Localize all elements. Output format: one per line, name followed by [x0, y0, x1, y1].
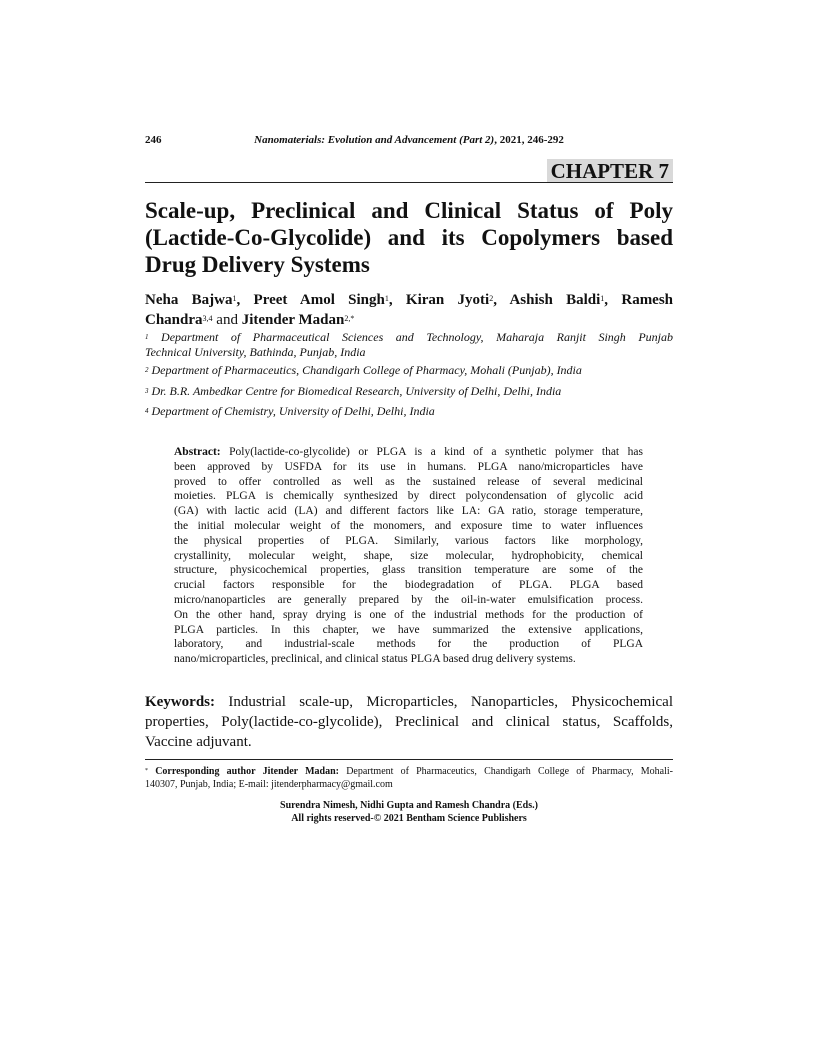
abstract-line: PLGA particles. In this chapter, we have summarized the extensive applications,: [174, 623, 643, 636]
author-name: Neha Bajwa: [145, 292, 233, 308]
affiliation-number: 1: [145, 333, 149, 341]
affiliation-text: Dr. B.R. Ambedkar Centre for Biomedical Research, University of Delhi, Delhi, India: [151, 384, 562, 398]
author-name: Chandra: [145, 312, 203, 328]
abstract-line: structure, physicochemical properties, glass transition temperature are some of the: [174, 564, 643, 577]
abstract-line: proved to offer controlled as well as the sustained release of several medicinal: [174, 475, 643, 488]
author-line: [145, 310, 673, 330]
journal-citation: [145, 134, 673, 146]
affiliation-text: Technical University, Bathinda, Punjab, India: [145, 345, 366, 359]
keywords-line: Vaccine adjuvant.: [145, 734, 252, 750]
author-name: Kiran Jyoti: [405, 292, 490, 308]
chapter-divider: [145, 182, 673, 183]
abstract-line: the initial molecular weight of the monomers, and exposure time to water influences: [174, 519, 643, 532]
affiliation-item: [145, 384, 673, 399]
chapter-label: CHAPTER 7: [547, 159, 673, 183]
abstract-line: Abstract: Poly(lactide-co-glycolide) or PLGA is a kind of a synthetic polymer that has: [174, 446, 643, 458]
author-line: Neha Bajwa$^1$, Preet Amol Singh$^1$, Kiran Jyoti$^2$, Ashish Baldi$^1$, Ramesh: [145, 292, 674, 308]
abstract-line: On the other hand, spray drying is one of the industrial methods for the production of: [174, 608, 643, 621]
affiliation-text: Department of Pharmaceutical Sciences and Technology, Maharaja Ranjit Singh Punjab: [161, 330, 674, 344]
author-affil-marker: 1: [232, 294, 237, 303]
title-line: Scale-up, Preclinical and Clinical Status of Poly: [145, 198, 673, 223]
author-affil-marker: 2: [489, 294, 494, 303]
keywords-label: Keywords:: [145, 694, 215, 710]
author-name: Preet Amol Singh: [253, 292, 385, 308]
keywords: [145, 692, 673, 752]
footnote-text: Department of Pharmaceutics, Chandigarh College of Pharmacy, Mohali-: [339, 766, 674, 777]
abstract: [174, 445, 643, 667]
author-affil-marker: 1: [600, 294, 605, 303]
abstract-line: micro/nanoparticles are generally prepared by the oil-in-water emulsification process.: [174, 593, 643, 606]
abstract-line: been approved by USFDA for its use in humans. PLGA nano/microparticles have: [174, 460, 643, 473]
abstract-line: laboratory, and industrial-scale methods for the production of PLGA: [174, 638, 643, 651]
author-affil-marker: 3,4: [202, 314, 213, 323]
affiliation-text: Department of Chemistry, University of Delhi, Delhi, India: [151, 404, 435, 418]
footnote-text: 140307, Punjab, India; E-mail: jitenderpharmacy@gmail.com: [145, 779, 393, 790]
footnote-label: Corresponding author Jitender Madan:: [155, 766, 340, 777]
abstract-line: the physical properties of PLGA. Similarly, various factors like morphology,: [174, 534, 643, 547]
keywords-line: properties, Poly(lactide-co-glycolide), Preclinical and clinical status, Scaffolds,: [145, 714, 673, 730]
affiliation-item: [145, 330, 673, 360]
editors-line: Surendra Nimesh, Nidhi Gupta and Ramesh Chandra (Eds.): [280, 800, 538, 811]
abstract-line: moieties. PLGA is chemically synthesized by direct polycondensation of glycolic acid: [174, 490, 643, 503]
author-list: [145, 290, 673, 330]
abstract-line: (GA) with lactic acid (LA) and different factors like LA: GA ratio, storage temperature,: [174, 505, 643, 518]
author-name: Ramesh: [621, 292, 674, 308]
abstract-label: Abstract:: [174, 446, 221, 458]
page-number: 246: [145, 134, 162, 146]
affiliation-item: [145, 363, 673, 378]
title-line: (Lactide-Co-Glycolide) and its Copolymers based: [145, 225, 673, 250]
rights-line: All rights reserved-© 2021 Bentham Science Publishers: [291, 813, 527, 824]
journal-year-pages: , 2021, 246-292: [494, 134, 564, 146]
running-head: [145, 134, 673, 150]
affiliation-item: [145, 404, 673, 419]
chapter-title: [145, 197, 673, 278]
affiliation-number: 3: [145, 387, 149, 395]
author-affil-marker: 1: [384, 294, 389, 303]
keywords-line: Keywords: Industrial scale-up, Microparticles, Nanoparticles, Physicochemical: [145, 694, 673, 710]
book-footer: [145, 799, 673, 825]
title-line: Drug Delivery Systems: [145, 252, 370, 277]
affiliation-number: 2: [145, 366, 149, 374]
corresponding-author-footnote: [145, 765, 673, 791]
author-name: Ashish Baldi: [509, 292, 601, 308]
abstract-line: nano/microparticles, preclinical, and clinical status PLGA based drug delivery systems.: [174, 653, 576, 666]
author-conjunction: and: [216, 312, 238, 328]
footnote-marker: *: [145, 768, 148, 774]
abstract-line: crucial factors responsible for the biodegradation of PLGA. PLGA based: [174, 579, 643, 592]
author-affil-marker: 2,*: [344, 314, 355, 323]
journal-title: Nanomaterials: Evolution and Advancement (Part 2): [254, 134, 495, 146]
affiliation-text: Department of Pharmaceutics, Chandigarh College of Pharmacy, Mohali (Punjab), India: [151, 363, 582, 377]
affiliation-number: 4: [145, 407, 149, 415]
abstract-line: crystallinity, molecular weight, shape, size molecular, hydrophobicity, chemical: [174, 549, 643, 562]
footnote-divider: [145, 759, 673, 760]
author-name: Jitender Madan: [241, 312, 345, 328]
